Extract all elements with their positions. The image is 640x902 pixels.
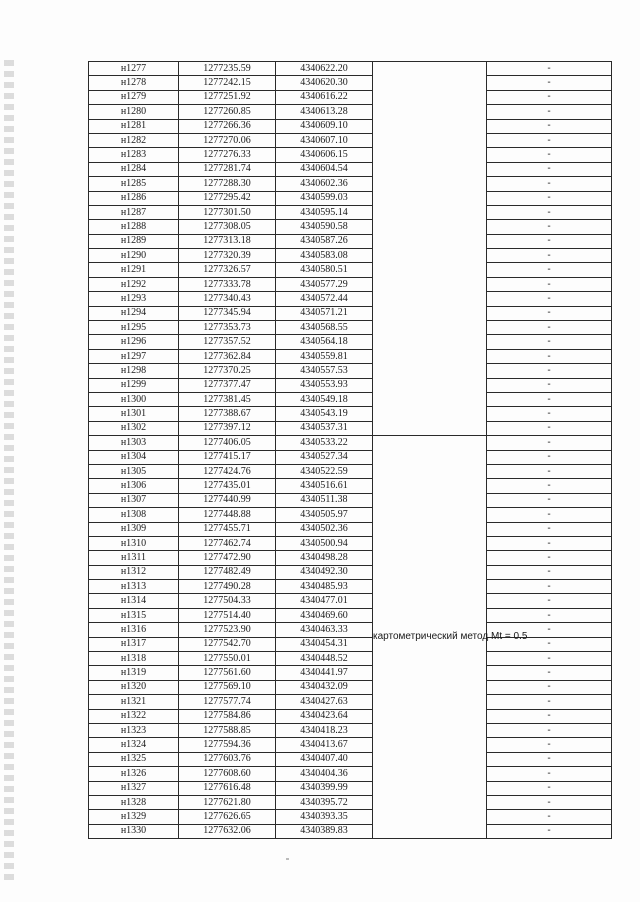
description-cell: - <box>487 637 612 651</box>
x-coordinate-cell: 1277490.28 <box>179 580 276 594</box>
table-row <box>89 162 612 176</box>
table-row <box>89 306 612 320</box>
description-cell: - <box>487 205 612 219</box>
x-coordinate-cell: 1277381.45 <box>179 392 276 406</box>
point-name-cell: н1317 <box>89 637 179 651</box>
description-cell: - <box>487 680 612 694</box>
coordinates-table-body <box>89 62 612 839</box>
description-cell: - <box>487 177 612 191</box>
description-cell: - <box>487 436 612 450</box>
x-coordinate-cell: 1277569.10 <box>179 680 276 694</box>
point-name-cell: н1296 <box>89 335 179 349</box>
x-coordinate-cell: 1277603.76 <box>179 752 276 766</box>
description-cell: - <box>487 191 612 205</box>
table-row <box>89 177 612 191</box>
x-coordinate-cell: 1277455.71 <box>179 522 276 536</box>
y-coordinate-cell: 4340463.33 <box>276 623 373 637</box>
table-row <box>89 148 612 162</box>
point-name-cell: н1319 <box>89 666 179 680</box>
description-cell: - <box>487 709 612 723</box>
y-coordinate-cell: 4340590.58 <box>276 220 373 234</box>
table-row <box>89 637 612 651</box>
y-coordinate-cell: 4340616.22 <box>276 90 373 104</box>
table-row <box>89 392 612 406</box>
point-name-cell: н1283 <box>89 148 179 162</box>
description-cell: - <box>487 738 612 752</box>
description-cell: - <box>487 162 612 176</box>
x-coordinate-cell: 1277345.94 <box>179 306 276 320</box>
description-cell: - <box>487 148 612 162</box>
y-coordinate-cell: 4340427.63 <box>276 695 373 709</box>
y-coordinate-cell: 4340418.23 <box>276 723 373 737</box>
point-name-cell: н1307 <box>89 493 179 507</box>
description-cell: - <box>487 479 612 493</box>
point-name-cell: н1288 <box>89 220 179 234</box>
table-row <box>89 205 612 219</box>
table-row <box>89 680 612 694</box>
x-coordinate-cell: 1277608.60 <box>179 767 276 781</box>
table-row <box>89 508 612 522</box>
x-coordinate-cell: 1277440.99 <box>179 493 276 507</box>
description-cell: - <box>487 623 612 637</box>
point-name-cell: н1326 <box>89 767 179 781</box>
point-name-cell: н1314 <box>89 594 179 608</box>
y-coordinate-cell: 4340553.93 <box>276 378 373 392</box>
description-cell: - <box>487 767 612 781</box>
y-coordinate-cell: 4340622.20 <box>276 62 373 76</box>
description-cell: - <box>487 608 612 622</box>
point-name-cell: н1318 <box>89 652 179 666</box>
y-coordinate-cell: 4340505.97 <box>276 508 373 522</box>
x-coordinate-cell: 1277301.50 <box>179 205 276 219</box>
y-coordinate-cell: 4340533.22 <box>276 436 373 450</box>
y-coordinate-cell: 4340604.54 <box>276 162 373 176</box>
description-cell: - <box>487 565 612 579</box>
point-name-cell: н1282 <box>89 133 179 147</box>
point-name-cell: н1305 <box>89 464 179 478</box>
table-row <box>89 695 612 709</box>
x-coordinate-cell: 1277621.80 <box>179 795 276 809</box>
x-coordinate-cell: 1277397.12 <box>179 421 276 435</box>
y-coordinate-cell: 4340389.83 <box>276 824 373 838</box>
point-name-cell: н1286 <box>89 191 179 205</box>
table-row <box>89 321 612 335</box>
x-coordinate-cell: 1277482.49 <box>179 565 276 579</box>
table-row <box>89 234 612 248</box>
y-coordinate-cell: 4340587.26 <box>276 234 373 248</box>
point-name-cell: н1323 <box>89 723 179 737</box>
x-coordinate-cell: 1277333.78 <box>179 277 276 291</box>
point-name-cell: н1280 <box>89 105 179 119</box>
table-row <box>89 781 612 795</box>
x-coordinate-cell: 1277626.65 <box>179 810 276 824</box>
point-name-cell: н1293 <box>89 292 179 306</box>
y-coordinate-cell: 4340432.09 <box>276 680 373 694</box>
description-cell: - <box>487 450 612 464</box>
point-name-cell: н1284 <box>89 162 179 176</box>
point-name-cell: н1301 <box>89 407 179 421</box>
x-coordinate-cell: 1277632.06 <box>179 824 276 838</box>
x-coordinate-cell: 1277362.84 <box>179 349 276 363</box>
point-name-cell: н1298 <box>89 364 179 378</box>
table-row <box>89 364 612 378</box>
x-coordinate-cell: 1277462.74 <box>179 536 276 550</box>
table-row <box>89 249 612 263</box>
y-coordinate-cell: 4340393.35 <box>276 810 373 824</box>
table-row <box>89 62 612 76</box>
table-row <box>89 551 612 565</box>
table-row <box>89 623 612 637</box>
y-coordinate-cell: 4340500.94 <box>276 536 373 550</box>
table-row <box>89 594 612 608</box>
y-coordinate-cell: 4340564.18 <box>276 335 373 349</box>
y-coordinate-cell: 4340549.18 <box>276 392 373 406</box>
table-row <box>89 464 612 478</box>
description-cell: - <box>487 781 612 795</box>
description-cell: - <box>487 824 612 838</box>
point-name-cell: н1302 <box>89 421 179 435</box>
point-name-cell: н1290 <box>89 249 179 263</box>
point-name-cell: н1281 <box>89 119 179 133</box>
description-cell: - <box>487 90 612 104</box>
point-name-cell: н1327 <box>89 781 179 795</box>
y-coordinate-cell: 4340559.81 <box>276 349 373 363</box>
y-coordinate-cell: 4340583.08 <box>276 249 373 263</box>
table-row <box>89 666 612 680</box>
point-name-cell: н1308 <box>89 508 179 522</box>
y-coordinate-cell: 4340404.36 <box>276 767 373 781</box>
point-name-cell: н1312 <box>89 565 179 579</box>
point-name-cell: н1297 <box>89 349 179 363</box>
x-coordinate-cell: 1277313.18 <box>179 234 276 248</box>
point-name-cell: н1292 <box>89 277 179 291</box>
y-coordinate-cell: 4340613.28 <box>276 105 373 119</box>
x-coordinate-cell: 1277415.17 <box>179 450 276 464</box>
table-row <box>89 76 612 90</box>
y-coordinate-cell: 4340502.36 <box>276 522 373 536</box>
x-coordinate-cell: 1277504.33 <box>179 594 276 608</box>
point-name-cell: н1330 <box>89 824 179 838</box>
description-cell: - <box>487 493 612 507</box>
x-coordinate-cell: 1277577.74 <box>179 695 276 709</box>
table-row <box>89 752 612 766</box>
point-name-cell: н1311 <box>89 551 179 565</box>
y-coordinate-cell: 4340448.52 <box>276 652 373 666</box>
x-coordinate-cell: 1277594.36 <box>179 738 276 752</box>
point-name-cell: н1299 <box>89 378 179 392</box>
point-name-cell: н1287 <box>89 205 179 219</box>
x-coordinate-cell: 1277357.52 <box>179 335 276 349</box>
y-coordinate-cell: 4340423.64 <box>276 709 373 723</box>
x-coordinate-cell: 1277260.85 <box>179 105 276 119</box>
x-coordinate-cell: 1277588.85 <box>179 723 276 737</box>
description-cell: - <box>487 723 612 737</box>
table-row <box>89 119 612 133</box>
x-coordinate-cell: 1277523.90 <box>179 623 276 637</box>
y-coordinate-cell: 4340477.01 <box>276 594 373 608</box>
x-coordinate-cell: 1277550.01 <box>179 652 276 666</box>
description-cell: - <box>487 522 612 536</box>
table-row <box>89 378 612 392</box>
point-name-cell: н1329 <box>89 810 179 824</box>
x-coordinate-cell: 1277584.86 <box>179 709 276 723</box>
y-coordinate-cell: 4340527.34 <box>276 450 373 464</box>
y-coordinate-cell: 4340441.97 <box>276 666 373 680</box>
x-coordinate-cell: 1277251.92 <box>179 90 276 104</box>
description-cell: - <box>487 321 612 335</box>
description-cell: - <box>487 378 612 392</box>
table-row <box>89 536 612 550</box>
y-coordinate-cell: 4340407.40 <box>276 752 373 766</box>
table-row <box>89 767 612 781</box>
x-coordinate-cell: 1277616.48 <box>179 781 276 795</box>
table-row <box>89 191 612 205</box>
point-name-cell: н1277 <box>89 62 179 76</box>
description-cell: - <box>487 752 612 766</box>
point-name-cell: н1303 <box>89 436 179 450</box>
x-coordinate-cell: 1277295.42 <box>179 191 276 205</box>
description-cell: - <box>487 666 612 680</box>
y-coordinate-cell: 4340571.21 <box>276 306 373 320</box>
y-coordinate-cell: 4340607.10 <box>276 133 373 147</box>
table-row <box>89 479 612 493</box>
description-cell: - <box>487 551 612 565</box>
point-name-cell: н1313 <box>89 580 179 594</box>
point-name-cell: н1321 <box>89 695 179 709</box>
table-row <box>89 220 612 234</box>
description-cell: - <box>487 392 612 406</box>
description-cell: - <box>487 407 612 421</box>
description-cell: - <box>487 364 612 378</box>
point-name-cell: н1304 <box>89 450 179 464</box>
point-name-cell: н1310 <box>89 536 179 550</box>
x-coordinate-cell: 1277514.40 <box>179 608 276 622</box>
table-row <box>89 105 612 119</box>
description-cell: - <box>487 349 612 363</box>
x-coordinate-cell: 1277242.15 <box>179 76 276 90</box>
y-coordinate-cell: 4340485.93 <box>276 580 373 594</box>
description-cell: - <box>487 263 612 277</box>
table-row <box>89 133 612 147</box>
table-row <box>89 263 612 277</box>
point-name-cell: н1294 <box>89 306 179 320</box>
x-coordinate-cell: 1277308.05 <box>179 220 276 234</box>
description-cell: - <box>487 76 612 90</box>
point-name-cell: н1320 <box>89 680 179 694</box>
table-row <box>89 652 612 666</box>
edge-stamp-mark <box>4 60 14 880</box>
point-name-cell: н1289 <box>89 234 179 248</box>
point-name-cell: н1291 <box>89 263 179 277</box>
description-cell: - <box>487 306 612 320</box>
table-row <box>89 436 612 450</box>
table-row <box>89 292 612 306</box>
y-coordinate-cell: 4340399.99 <box>276 781 373 795</box>
table-row <box>89 349 612 363</box>
method-cell <box>373 62 487 436</box>
description-cell: - <box>487 594 612 608</box>
description-cell: - <box>487 133 612 147</box>
table-row <box>89 335 612 349</box>
table-row <box>89 421 612 435</box>
description-cell: - <box>487 335 612 349</box>
table-row <box>89 450 612 464</box>
x-coordinate-cell: 1277281.74 <box>179 162 276 176</box>
y-coordinate-cell: 4340498.28 <box>276 551 373 565</box>
description-cell: - <box>487 695 612 709</box>
x-coordinate-cell: 1277542.70 <box>179 637 276 651</box>
y-coordinate-cell: 4340469.60 <box>276 608 373 622</box>
table-row <box>89 795 612 809</box>
table-row <box>89 277 612 291</box>
point-name-cell: н1309 <box>89 522 179 536</box>
description-cell: - <box>487 810 612 824</box>
description-cell: - <box>487 249 612 263</box>
x-coordinate-cell: 1277472.90 <box>179 551 276 565</box>
point-name-cell: н1316 <box>89 623 179 637</box>
table-row <box>89 407 612 421</box>
x-coordinate-cell: 1277320.39 <box>179 249 276 263</box>
description-cell: - <box>487 277 612 291</box>
description-cell: - <box>487 536 612 550</box>
x-coordinate-cell: 1277424.76 <box>179 464 276 478</box>
x-coordinate-cell: 1277448.88 <box>179 508 276 522</box>
x-coordinate-cell: 1277270.06 <box>179 133 276 147</box>
x-coordinate-cell: 1277561.60 <box>179 666 276 680</box>
y-coordinate-cell: 4340395.72 <box>276 795 373 809</box>
point-name-cell: н1325 <box>89 752 179 766</box>
y-coordinate-cell: 4340595.14 <box>276 205 373 219</box>
y-coordinate-cell: 4340413.67 <box>276 738 373 752</box>
point-name-cell: н1324 <box>89 738 179 752</box>
y-coordinate-cell: 4340557.53 <box>276 364 373 378</box>
description-cell: - <box>487 62 612 76</box>
description-cell: - <box>487 508 612 522</box>
method-cell: картометрический метод Mt = 0.5 <box>373 436 487 839</box>
y-coordinate-cell: 4340620.30 <box>276 76 373 90</box>
y-coordinate-cell: 4340609.10 <box>276 119 373 133</box>
point-name-cell: н1279 <box>89 90 179 104</box>
x-coordinate-cell: 1277276.33 <box>179 148 276 162</box>
description-cell: - <box>487 220 612 234</box>
x-coordinate-cell: 1277326.57 <box>179 263 276 277</box>
table-row <box>89 723 612 737</box>
y-coordinate-cell: 4340492.30 <box>276 565 373 579</box>
x-coordinate-cell: 1277370.25 <box>179 364 276 378</box>
description-cell: - <box>487 234 612 248</box>
y-coordinate-cell: 4340572.44 <box>276 292 373 306</box>
point-name-cell: н1328 <box>89 795 179 809</box>
description-cell: - <box>487 464 612 478</box>
x-coordinate-cell: 1277388.67 <box>179 407 276 421</box>
table-row <box>89 522 612 536</box>
point-name-cell: н1300 <box>89 392 179 406</box>
description-cell: - <box>487 105 612 119</box>
table-row <box>89 565 612 579</box>
scan-speck <box>286 858 289 860</box>
x-coordinate-cell: 1277406.05 <box>179 436 276 450</box>
description-cell: - <box>487 580 612 594</box>
table-row <box>89 90 612 104</box>
description-cell: - <box>487 421 612 435</box>
y-coordinate-cell: 4340516.61 <box>276 479 373 493</box>
x-coordinate-cell: 1277340.43 <box>179 292 276 306</box>
coordinates-table <box>88 61 612 839</box>
x-coordinate-cell: 1277235.59 <box>179 62 276 76</box>
description-cell: - <box>487 119 612 133</box>
table-row <box>89 608 612 622</box>
x-coordinate-cell: 1277288.30 <box>179 177 276 191</box>
x-coordinate-cell: 1277377.47 <box>179 378 276 392</box>
y-coordinate-cell: 4340606.15 <box>276 148 373 162</box>
table-row <box>89 580 612 594</box>
y-coordinate-cell: 4340602.36 <box>276 177 373 191</box>
y-coordinate-cell: 4340522.59 <box>276 464 373 478</box>
y-coordinate-cell: 4340580.51 <box>276 263 373 277</box>
y-coordinate-cell: 4340454.31 <box>276 637 373 651</box>
y-coordinate-cell: 4340599.03 <box>276 191 373 205</box>
point-name-cell: н1295 <box>89 321 179 335</box>
table-row <box>89 824 612 838</box>
y-coordinate-cell: 4340577.29 <box>276 277 373 291</box>
point-name-cell: н1315 <box>89 608 179 622</box>
point-name-cell: н1285 <box>89 177 179 191</box>
description-cell: - <box>487 652 612 666</box>
y-coordinate-cell: 4340511.38 <box>276 493 373 507</box>
point-name-cell: н1278 <box>89 76 179 90</box>
table-row <box>89 493 612 507</box>
x-coordinate-cell: 1277435.01 <box>179 479 276 493</box>
description-cell: - <box>487 292 612 306</box>
table-row <box>89 709 612 723</box>
y-coordinate-cell: 4340543.19 <box>276 407 373 421</box>
table-row <box>89 738 612 752</box>
table-row <box>89 810 612 824</box>
y-coordinate-cell: 4340537.31 <box>276 421 373 435</box>
point-name-cell: н1322 <box>89 709 179 723</box>
point-name-cell: н1306 <box>89 479 179 493</box>
x-coordinate-cell: 1277266.36 <box>179 119 276 133</box>
x-coordinate-cell: 1277353.73 <box>179 321 276 335</box>
y-coordinate-cell: 4340568.55 <box>276 321 373 335</box>
description-cell: - <box>487 795 612 809</box>
